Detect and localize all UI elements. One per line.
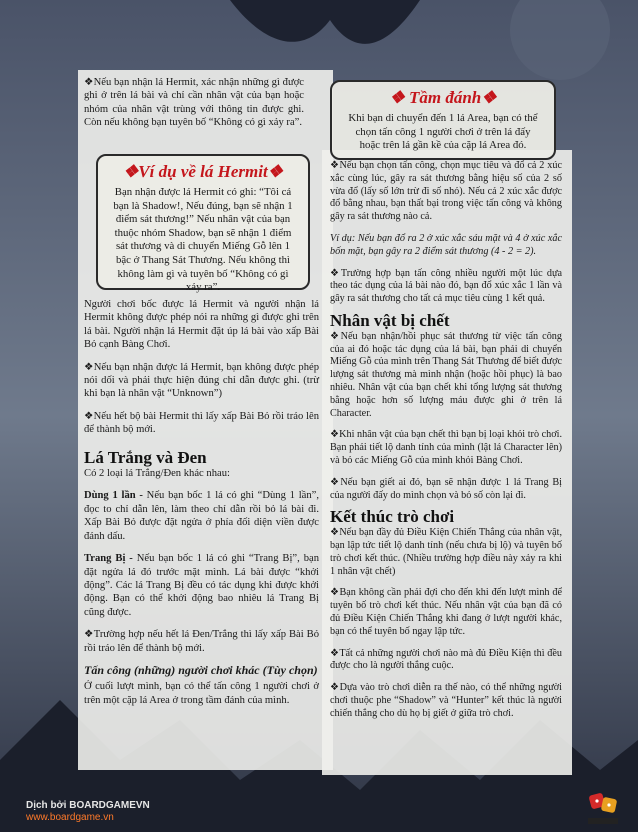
end-rule-2: ❖Bạn không cần phải đợi cho đến khi đến lượt mình để tuyên bố trò chơi kết thúc. Nếu nhân vật của bạn đã có đủ Điều Kiện Chiến Thắng khi đang ở lượt người khác, bạn có thể tuyên bố ngay lập tức. [330,587,562,637]
hermit-example-box [96,154,310,294]
attack-example: Ví dụ: Nếu bạn đổ ra 2 ở xúc xắc sáu mặt và 4 ở xúc xắc bốn mặt, bạn gây ra 2 điểm sát thương (4 - 2 = 2). [330,232,562,257]
equipment-text: Nếu bạn bốc 1 lá có ghi “Trang Bị”, bạn đặt ngửa lá đó trước mặt mình. Lá bài được “khởi động”. Các lá Trang Bị đều có tác dụng khi được khởi động. Bạn có thể khởi động bao nhiêu lá Trang Bị cũng được. [84,553,319,618]
attack-others-text: Ở cuối lượt mình, bạn có thể tấn công 1 người chơi ở trên một cặp lá Area ở trong tầm đánh của mình. [84,681,319,706]
equipment-label: Trang Bị - [84,553,133,565]
end-rule-3: ❖Tất cả những người chơi nào mà đủ Điều Kiện thì đều được cho là người thắng cuộc. [330,647,562,672]
single-use-text: Nếu bạn bốc 1 lá có ghi “Dùng 1 lần”, đọc to chỉ dẫn lên, làm theo chỉ dẫn rồi bỏ lá bài đi. Xấp Bài Bỏ được đặt ngửa ở phía đối diện viền được đánh dấu. [84,490,319,542]
end-rule-1: ❖Nếu bạn đầy đủ Điều Kiện Chiến Thắng của nhân vật, bạn lập tức tiết lộ danh tính (nếu chưa bị lộ) và tuyên bố trò chơi kết thúc. (Nhiều trường hợp điều này xảy ra khi 1 nhân vật chết) [330,527,562,577]
website-url[interactable]: www.boardgame.vn [26,812,114,823]
heading-attack-others: Tấn công (những) người chơi khác (Tùy chọn) [84,662,318,677]
range-box [330,80,556,160]
death-rule-3: ❖Nếu bạn giết ai đó, bạn sẽ nhận được 1 lá Trang Bị của người đấy do mình chọn và bỏ số còn lại đi. [330,476,562,501]
hermit-rule-2: ❖Nếu bạn nhận được lá Hermit, bạn không được phép nói dối và phải thực hiện đúng chỉ dẫn được ghi. (trừ khi bạn là nhân vật “Unknown”) [84,361,319,400]
hermit-rule-3: ❖Nếu hết bộ bài Hermit thì lấy xấp Bài Bỏ rồi tráo lên để thành bộ mới. [84,410,319,436]
boardgamevn-logo-icon [586,790,620,828]
heading-character-death: Nhân vật bị chết [330,310,450,330]
hermit-example-title: ❖Ví dụ về lá Hermit❖ [123,162,283,181]
attack-rule: ❖Nếu bạn chọn tấn công, chọn mục tiêu và đổ cả 2 xúc xắc cùng lúc, gây ra sát thương bằng hiệu số của 2 số vừa đổ (lấy số lớn trừ đi số nhỏ). Nếu cả 2 xúc xắc được đổ bằng nhau, bạn thất bại trong việc tấn công và không gây ra sát thương nào cả. [330,160,562,223]
white-black-reshuffle: ❖Trường hợp nếu hết lá Đen/Trắng thì lấy xấp Bài Bỏ rồi tráo lên để thành bộ mới. [84,629,319,654]
heading-game-end: Kết thúc trò chơi [330,507,455,527]
left-main [84,298,319,716]
hermit-example-body: Bạn nhận được lá Hermit có ghi: “Tôi cá bạn là Shadow!, Nếu đúng, bạn sẽ nhận 1 điểm sát thương!” Nếu nhân vật của bạn thuộc nhóm Shadow, bạn sẽ nhận 1 điểm sát thương và di chuyển Miếng Gỗ lên 1 bậc ở Thang Sát Thương. Nếu không thì không làm gì và tuyên bố “Không có gì xảy ra”. [113,186,293,294]
death-rule-1: ❖Nếu bạn nhận/hồi phục sát thương từ việc tấn công của ai đó hoặc tác dụng của lá bài, bạn phải di chuyển Miếng Gỗ của mình trên Thang Sát Thương để biết được lượng sát thương mà mình nhận (hoặc hồi phục) là bao nhiêu. Nhân vật của bạn chết khi tổng lượng sát thương bằng hoặc hơn số lượng máu được ghi ở trên lá Character. [330,330,562,419]
translator-credit: Dịch bởi BOARDGAMEVN [26,800,150,811]
right-main [330,160,562,729]
hermit-rule-1: Người chơi bốc được lá Hermit và người nhận lá Hermit không được phép nói ra những gì được ghi trên lá bài. Người nhận lá Hermit đặt úp lá bài vào xấp Bài Bỏ cạnh Bàng Chơi. [84,299,319,351]
range-title: ❖ Tầm đánh❖ [389,88,497,107]
footer-credit [26,800,150,824]
hermit-intro: ❖Nếu bạn nhận lá Hermit, xác nhận những gì được ghi ở trên lá bài và chỉ cần nhân vật của bạn hoặc nhóm của nhân vật trùng với thông tin được ghi. Còn nếu không bạn tuyên bố “Không có gì xảy ra”. [84,77,304,129]
multi-attack-rule: ❖Trường hợp bạn tấn công nhiều người một lúc dựa theo tác dụng của lá bài nào đó, bạn đổ xúc xắc 1 lần và gây ra sát thương cho tất cả mục tiêu cùng 1 kết quả. [330,267,562,305]
single-use-label: Dùng 1 lần - [84,490,143,502]
death-rule-2: ❖Khi nhân vật của bạn chết thì bạn bị loại khỏi trò chơi. Bạn phải tiết lộ danh tính của mình (lật lá Character lên) và bỏ các Miếng Gỗ của mình khỏi Bàng Chơi. [330,429,562,466]
heading-white-black: Lá Trắng và Đen [84,447,207,467]
end-rule-4: ❖Dựa vào trò chơi diễn ra thế nào, có thể những người chơi thuộc phe “Shadow” và “Hunter” kết thúc là người chiến thắng cho dù họ bị giết ở giữa trò chơi. [330,682,562,719]
single-use-rule [84,489,319,543]
left-intro [84,76,304,139]
equipment-rule [84,552,319,619]
white-black-intro: Có 2 loại lá Trắng/Đen khác nhau: [84,468,230,480]
range-body: Khi bạn di chuyển đến 1 lá Area, bạn có thể chọn tấn công 1 người chơi ở trên lá đấy hoặc trên lá gần kề của cặp lá Area đó. [348,112,538,152]
